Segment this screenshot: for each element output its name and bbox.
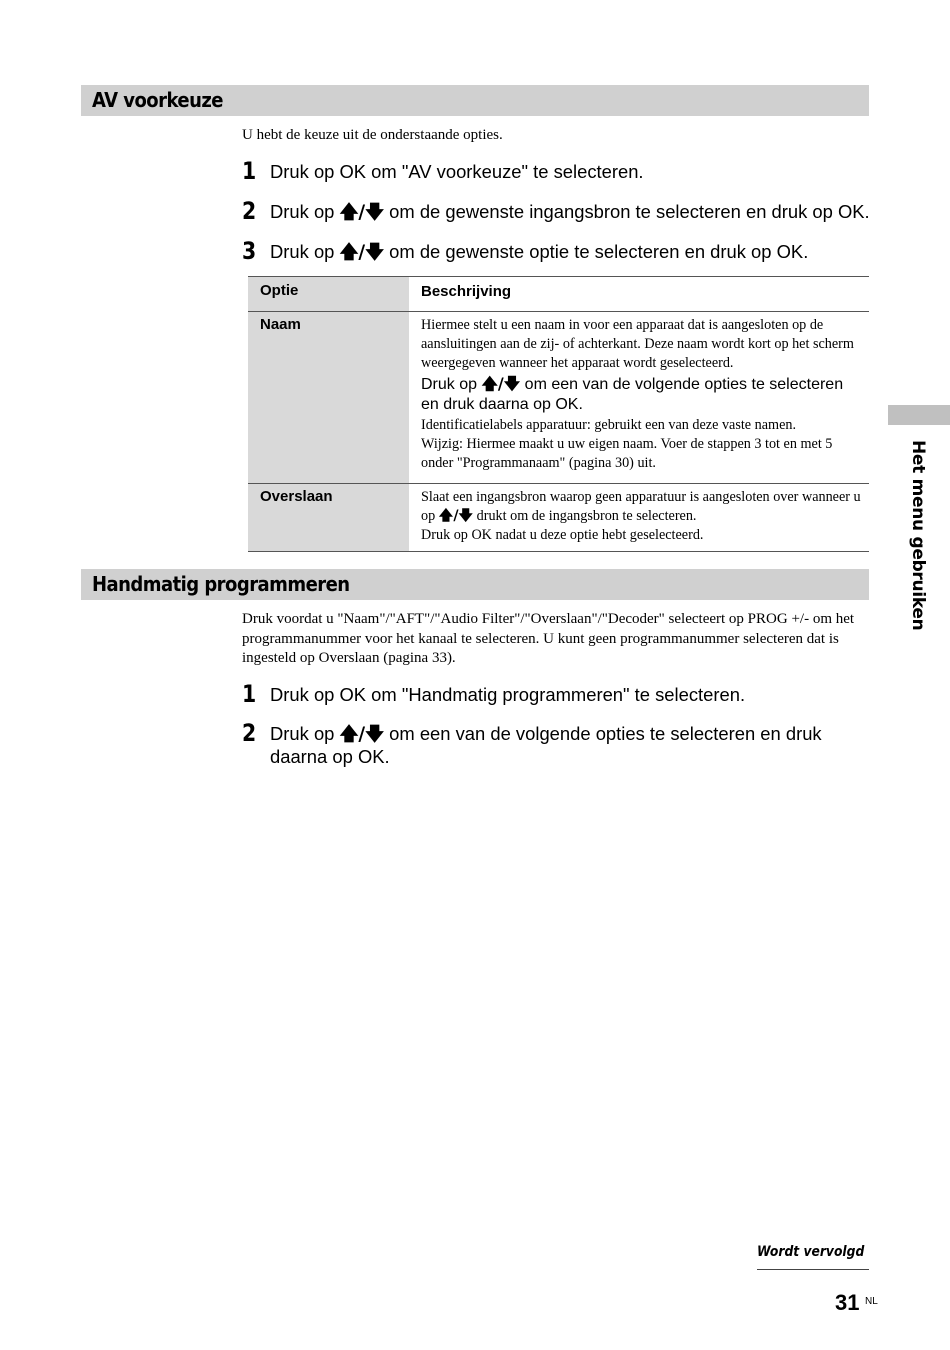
up-down-arrow-icon: 🡅/🡇 [339,242,385,263]
up-down-arrow-icon: 🡅/🡇 [339,202,385,223]
step-number: 2 [242,719,257,747]
step-text [270,723,850,768]
description-text: Wijzig: Hiermee maakt u uw eigen naam. Voer de stappen 3 tot en met 5 onder "Programmanaam" (pagina 30) uit. [421,436,833,471]
instruction-before: Druk op [421,376,482,393]
header-description: Beschrijving [409,277,869,312]
description-text: Hiermee stelt u een naam in voor een apparaat dat is aangesloten op de aansluitingen aan de zij- of achterkant. Deze naam wordt kort op het scherm weergegeven wanneer het apparaat wordt geselecteerd. [421,317,854,371]
section-intro: U hebt de keuze uit de onderstaande opties. [242,127,503,143]
up-down-arrow-icon: 🡅/🡇 [481,374,521,393]
up-down-arrow-icon: 🡅/🡇 [339,724,385,745]
page-language: NL [865,1296,878,1307]
step-text-before: Druk op [270,241,340,262]
step-text-after: om een van de volgende opties te selecteren en druk daarna op OK. [270,723,822,767]
section-header-av-voorkeuze [81,85,869,116]
continued-divider [757,1269,869,1270]
section-intro: Druk voordat u "Naam"/"AFT"/"Audio Filter"/"Overslaan"/"Decoder" selecteert op PROG +/- om het programmanummer voor het kanaal te selecteren. U kunt geen programmanummer selecteren dat is ingesteld op Overslaan (pagina 33). [242,611,855,666]
continued-label: Wordt vervolgd [757,1244,865,1260]
step-text [270,201,870,224]
step-text [270,241,870,264]
table-header-row [248,277,869,312]
step-text-after: om de gewenste optie te selecteren en druk op OK. [384,241,809,262]
step-number: 1 [242,680,257,708]
step-number: 3 [242,237,257,265]
header-option: Optie [248,277,409,312]
step-text-before: Druk op [270,723,340,744]
option-name: Overslaan [248,484,409,552]
table-row [248,484,869,552]
option-name: Naam [248,312,409,484]
up-down-arrow-icon: 🡅/🡇 [438,508,474,524]
step-number: 2 [242,197,257,225]
step-text: Druk op OK om "AV voorkeuze" te selecteren. [270,161,644,182]
step-text-before: Druk op [270,201,340,222]
description-instruction [421,374,861,415]
step-text: Druk op OK om "Handmatig programmeren" te selecteren. [270,684,746,705]
description-before: Slaat een ingangsbron waarop geen apparatuur is aangesloten over wanneer u op [421,489,861,524]
section-title: Handmatig programmeren [92,572,350,596]
options-table [248,276,869,552]
description-text: Druk op OK nadat u deze optie hebt geselecteerd. [421,527,704,543]
description-after: drukt om de ingangsbron te selecteren. [473,508,697,524]
instruction-after: om een van de volgende opties te selecteren en druk daarna op OK. [421,376,844,413]
description-text: Identificatielabels apparatuur: gebruikt een van deze vaste namen. [421,417,797,433]
side-tab-label: Het menu gebruiken [908,440,928,631]
step-text-after: om de gewenste ingangsbron te selecteren en druk op OK. [384,201,870,222]
section-header-handmatig-programmeren [81,569,869,600]
option-description [409,484,869,552]
section-title: AV voorkeuze [92,88,223,112]
option-description [409,312,869,484]
page-number: 31 [835,1290,860,1315]
step-number: 1 [242,157,257,185]
table-row [248,312,869,484]
side-tab-marker [888,405,950,425]
description-text [421,488,861,526]
